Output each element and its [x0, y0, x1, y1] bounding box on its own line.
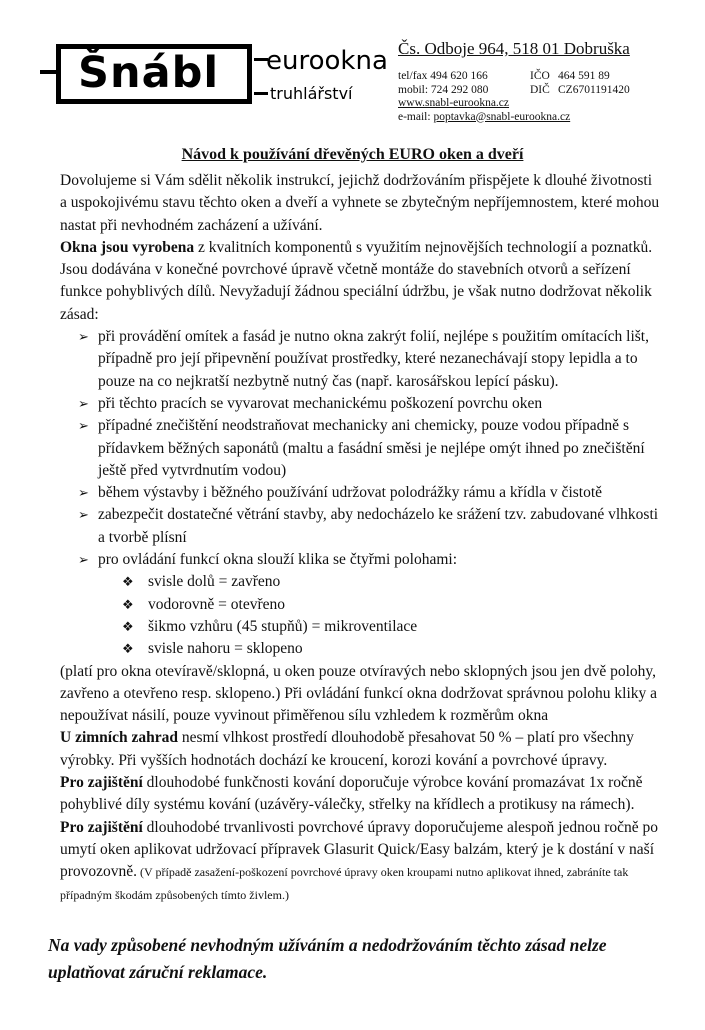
- list-item-text: svisle dolů = zavřeno: [148, 573, 281, 591]
- email-link[interactable]: poptavka@snabl-eurookna.cz: [433, 110, 571, 123]
- diamond-bullet-icon: ❖: [122, 596, 134, 612]
- contact-block: [398, 38, 698, 124]
- list-item: [60, 393, 660, 415]
- warranty-note: Na vady způsobené nevhodným užíváním a nedodržováním těchto zásad nelze uplatňovat záruční reklamace.: [48, 935, 607, 982]
- list-item: [60, 415, 660, 482]
- paragraph-hardware: [60, 772, 660, 817]
- list-item: [60, 594, 660, 616]
- arrow-bullet-icon: ➢: [78, 418, 89, 434]
- handle-positions-list: [60, 571, 660, 660]
- intro-paragraph: Dovolujeme si Vám sdělit několik instrukcí, jejichž dodržováním přispějete k dlouhé životnosti a uspokojivému stavu těchto oken a dveří a vyhnete se zbytečným nepříjemnostem, které mohou nastat při nevhodném zacházení a užívání.: [60, 172, 660, 234]
- paragraph-winter-gardens: [60, 727, 660, 772]
- diamond-bullet-icon: ❖: [122, 574, 134, 590]
- paragraph-note: (V případě zasažení-poškození povrchové úpravy oken kroupami nutno aplikovat ihned, zabráníte tak případným škodám způsobených tímto živlem.): [60, 865, 629, 902]
- paragraph-text: nesmí vlhkost prostředí dlouhodobě přesahovat 50 % – platí pro všechny výrobky. Při vyšších hodnotách dochází ke kroucení, korozi kování a povrchové úpravy.: [60, 729, 634, 769]
- company-address: Čs. Odboje 964, 518 01 Dobruška: [398, 39, 630, 58]
- list-item: [60, 549, 660, 571]
- paragraph-text: dlouhodobé trvanlivosti povrchové úpravy doporučujeme alespoň jednou ročně po umytí oken aplikovat udržovací přípravek Glasurit Quick/Easy balzám, který je k dostání v naší provozovně.: [60, 818, 659, 881]
- list-item: [60, 571, 660, 593]
- paragraph-lead: Pro zajištění: [60, 818, 143, 836]
- diamond-bullet-icon: ❖: [122, 641, 134, 657]
- paragraph-lead: U zimních zahrad: [60, 729, 178, 747]
- company-logo: [40, 42, 390, 110]
- paragraph-surface: [60, 817, 660, 906]
- list-item-text: při provádění omítek a fasád je nutno okna zakrýt folií, nejlépe s použitím omítacích lišt, případně pro její připevnění používat prostředky, které nezanechávají stopy lepidla a to pouze na co nejkratší nezbytně nutný čas (např. karosářskou lepící pásku).: [98, 328, 649, 390]
- email-line: [398, 111, 698, 125]
- list-item-text: případné znečištění neodstraňovat mechanicky ani chemicky, pouze vodou případně s přídavkem běžných saponátů (maltu a fasádní směsi je nejlépe omýt ihned po znečištění ještě před vytvrdnutím vodou): [98, 417, 645, 479]
- logo-subtitle-truhlarstvi: truhlářství: [270, 84, 353, 103]
- list-item: [60, 504, 660, 549]
- email-label: e-mail:: [398, 110, 434, 123]
- paragraph-text: z kvalitních komponentů s využitím nejnovějších technologií a poznatků. Jsou dodávána v konečné povrchové úpravě včetně montáže do stavebních otvorů a seřízení funkce pohyblivých dílů. Nevyžadují žádnou speciální údržbu, je však nutno dodržovat několik zásad:: [60, 238, 653, 323]
- list-item: [60, 326, 660, 393]
- paragraph-text: dlouhodobé funkčnosti kování doporučuje výrobce kování promazávat 1x ročně pohyblivé díly systému kování (uzávěry-válečky, střelky na křídlech a protikusy na rámech).: [60, 774, 643, 814]
- list-item-text: šikmo vzhůru (45 stupňů) = mikroventilace: [148, 617, 418, 635]
- arrow-bullet-icon: ➢: [78, 507, 89, 523]
- arrow-bullet-icon: ➢: [78, 485, 89, 501]
- paragraph-positions-note: (platí pro okna otevíravě/sklopná, u oken pouze otvíravých nebo sklopných jsou jen dvě polohy, zavřeno a otevřeno resp. sklopeno.) Při ovládání funkcí okna dodržovat správnou polohu kliky a nepoužívat násilí, pouze vyvinout přiměřenou sílu vzhledem k rozměrům okna: [60, 662, 658, 725]
- list-item-text: svisle nahoru = sklopeno: [148, 640, 303, 658]
- dic-value: CZ6701191420: [558, 83, 630, 96]
- paragraph-okna: [60, 237, 660, 326]
- arrow-bullet-icon: ➢: [78, 329, 89, 345]
- contact-row-phone: [398, 70, 698, 84]
- logo-brand: Šnábl: [78, 48, 220, 98]
- dic-label: DIČ: [530, 83, 550, 96]
- mobile: mobil: 724 292 080: [398, 83, 489, 96]
- document-body: [60, 170, 660, 906]
- logo-subtitle-eurookna: eurookna: [266, 46, 388, 76]
- tel-fax: tel/fax 494 620 166: [398, 70, 488, 82]
- list-item-text: při těchto pracích se vyvarovat mechanickému poškození povrchu oken: [98, 394, 543, 412]
- list-item-text: během výstavby i běžného používání udržovat polodrážky rámu a křídla v čistotě: [98, 484, 603, 502]
- contact-row-mobile: [398, 84, 698, 98]
- list-item-text: pro ovládání funkcí okna slouží klika se čtyřmi polohami:: [98, 551, 458, 569]
- diamond-bullet-icon: ❖: [122, 618, 134, 634]
- paragraph-lead: Pro zajištění: [60, 774, 143, 792]
- document-title: Návod k používání dřevěných EURO oken a dveří: [181, 146, 524, 163]
- list-item: [60, 616, 660, 638]
- rules-list: [60, 326, 660, 571]
- logo-bar: [40, 70, 56, 74]
- list-item: [60, 638, 660, 660]
- ico-label: IČO: [530, 70, 550, 82]
- paragraph-lead: Okna jsou vyrobena: [60, 238, 195, 256]
- list-item-text: zabezpečit dostatečné větrání stavby, aby nedocházelo ke srážení tzv. zabudované vlhkosti a tvorbě plísní: [98, 506, 659, 546]
- arrow-bullet-icon: ➢: [78, 395, 89, 411]
- web-link[interactable]: www.snabl-eurookna.cz: [398, 97, 510, 109]
- logo-bar: [254, 92, 268, 95]
- list-item: [60, 482, 660, 504]
- list-item-text: vodorovně = otevřeno: [148, 595, 286, 613]
- arrow-bullet-icon: ➢: [78, 552, 89, 568]
- ico-value: 464 591 89: [558, 70, 610, 82]
